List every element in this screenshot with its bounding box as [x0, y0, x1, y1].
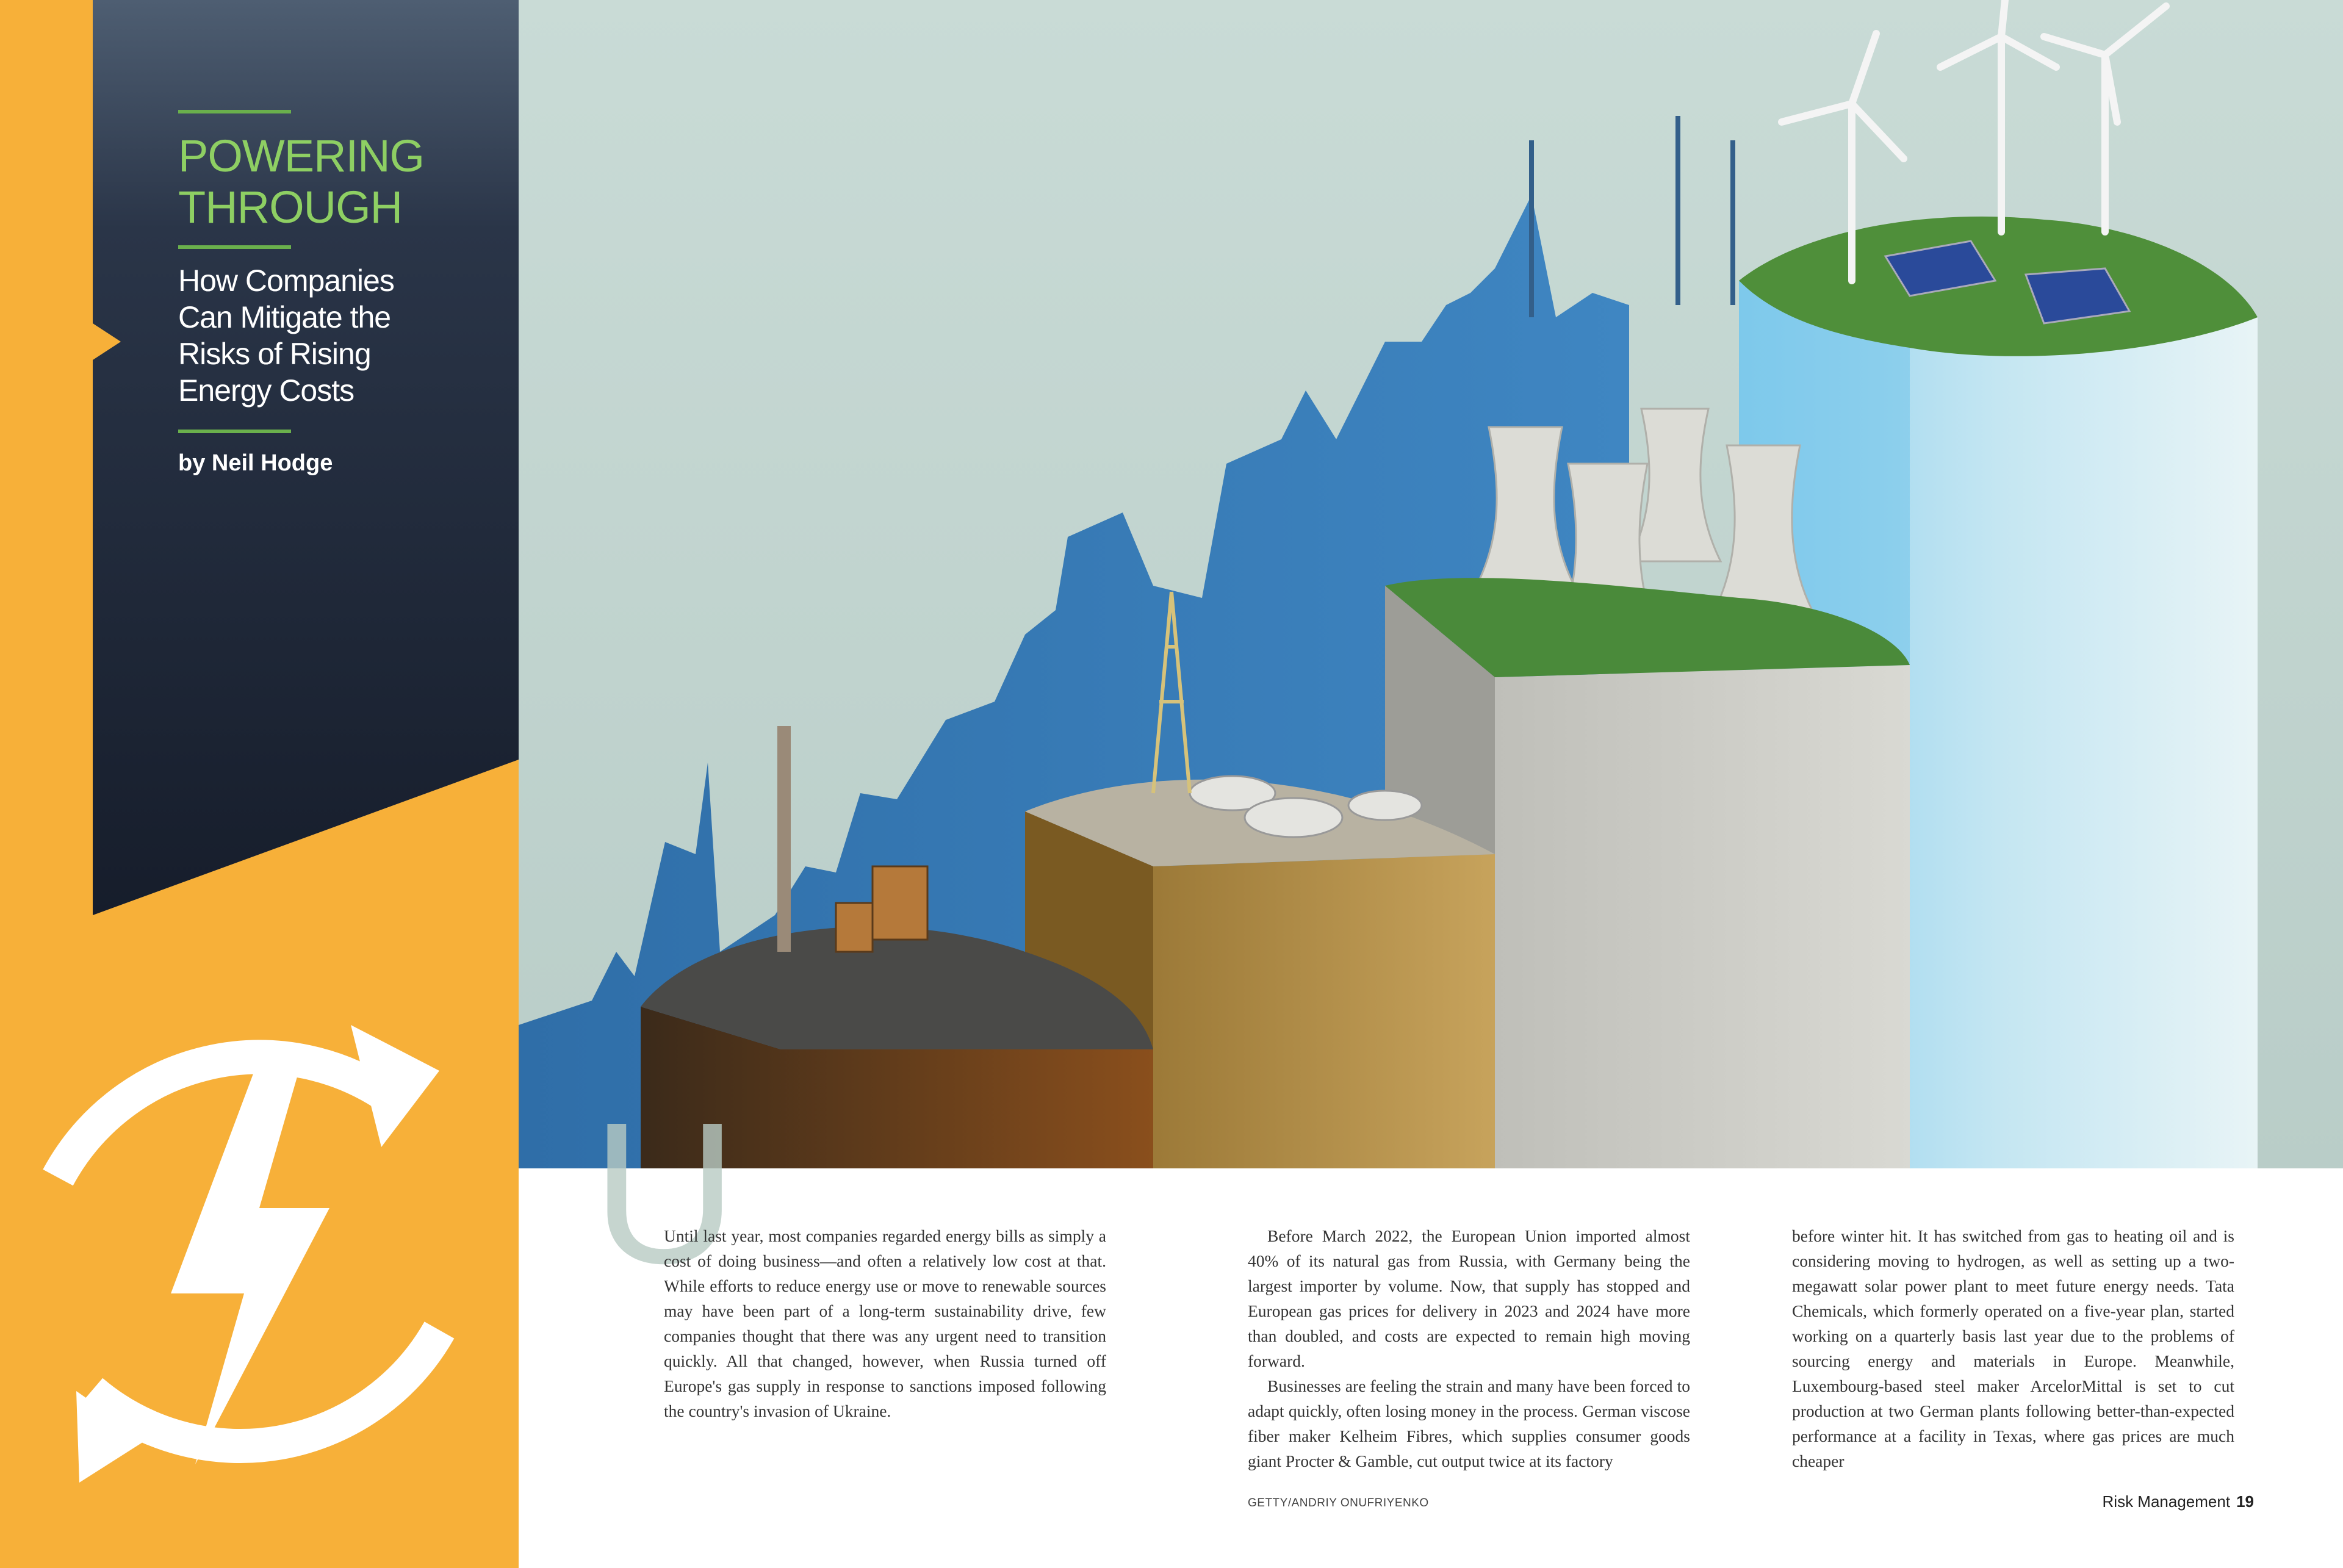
drop-cap: U — [592, 1080, 738, 1305]
subtitle-line-1: How Companies — [178, 264, 394, 298]
panel-notch — [93, 323, 121, 360]
title-rule-middle — [178, 245, 291, 249]
subtitle-line-2: Can Mitigate the — [178, 300, 391, 334]
byline: by Neil Hodge — [178, 450, 333, 476]
article-column-1 — [664, 1223, 1106, 1423]
subtitle-line-4: Energy Costs — [178, 373, 355, 408]
publication-name: Risk Management — [2102, 1492, 2231, 1511]
paragraph: Before March 2022, the European Union imported almost 40% of its natural gas from Russia, with Germany being the largest importer by volume. Now, that supply has stopped and European gas prices for delivery in 2023 and 2024 have more than doubled, and costs are expected to remain high moving forward. — [1248, 1226, 1690, 1370]
title-rule-bottom — [178, 430, 291, 433]
title-line-1: POWERING — [178, 131, 425, 181]
hero-illustration — [519, 0, 2343, 1168]
article-title — [178, 131, 495, 233]
subtitle-line-3: Risks of Rising — [178, 337, 371, 371]
paragraph: Businesses are feeling the strain and many have been forced to adapt quickly, often losing money in the process. German viscose fiber maker Kelheim Fibres, which supplies consumer goods giant Procter & Gamble, cut output twice at its factory — [1248, 1376, 1690, 1470]
page-folio — [2103, 1492, 2254, 1511]
title-line-2: THROUGH — [178, 182, 403, 232]
title-rule-top — [178, 110, 291, 113]
paragraph: Until last year, most companies regarded energy bills as simply a cost of doing business—and often a relatively low cost at that. While efforts to reduce energy use or move to renewable sources may have been part of a long-term sustainability drive, few companies thought that there was any urgent need to transition quickly. All that changed, however, when Russia turned off Europe's gas supply in response to sanctions imposed following the country's invasion of Ukraine. — [664, 1226, 1106, 1420]
article-subtitle — [178, 262, 495, 409]
page-number: 19 — [2236, 1492, 2254, 1511]
paragraph: before winter hit. It has switched from gas to heating oil and is considering moving to hydrogen, as well as setting up a two-megawatt solar power plant to meet future energy needs. Tata Chemicals, which formerly operated on a five-year plan, started working on a quarterly basis last year due to the problems of sourcing energy and materials in Europe. Meanwhile, Luxembourg-based steel maker ArcelorMittal is set to cut production at two German plants following better-than-expected performance at a facility in Texas, where gas prices are much cheaper — [1792, 1226, 2234, 1470]
photo-credit: GETTY/ANDRIY ONUFRIYENKO — [1248, 1497, 1429, 1509]
article-column-2 — [1248, 1223, 1690, 1473]
headline-block — [178, 110, 495, 477]
lightning-bolt-icon — [0, 952, 500, 1519]
article-column-3 — [1792, 1223, 2234, 1473]
